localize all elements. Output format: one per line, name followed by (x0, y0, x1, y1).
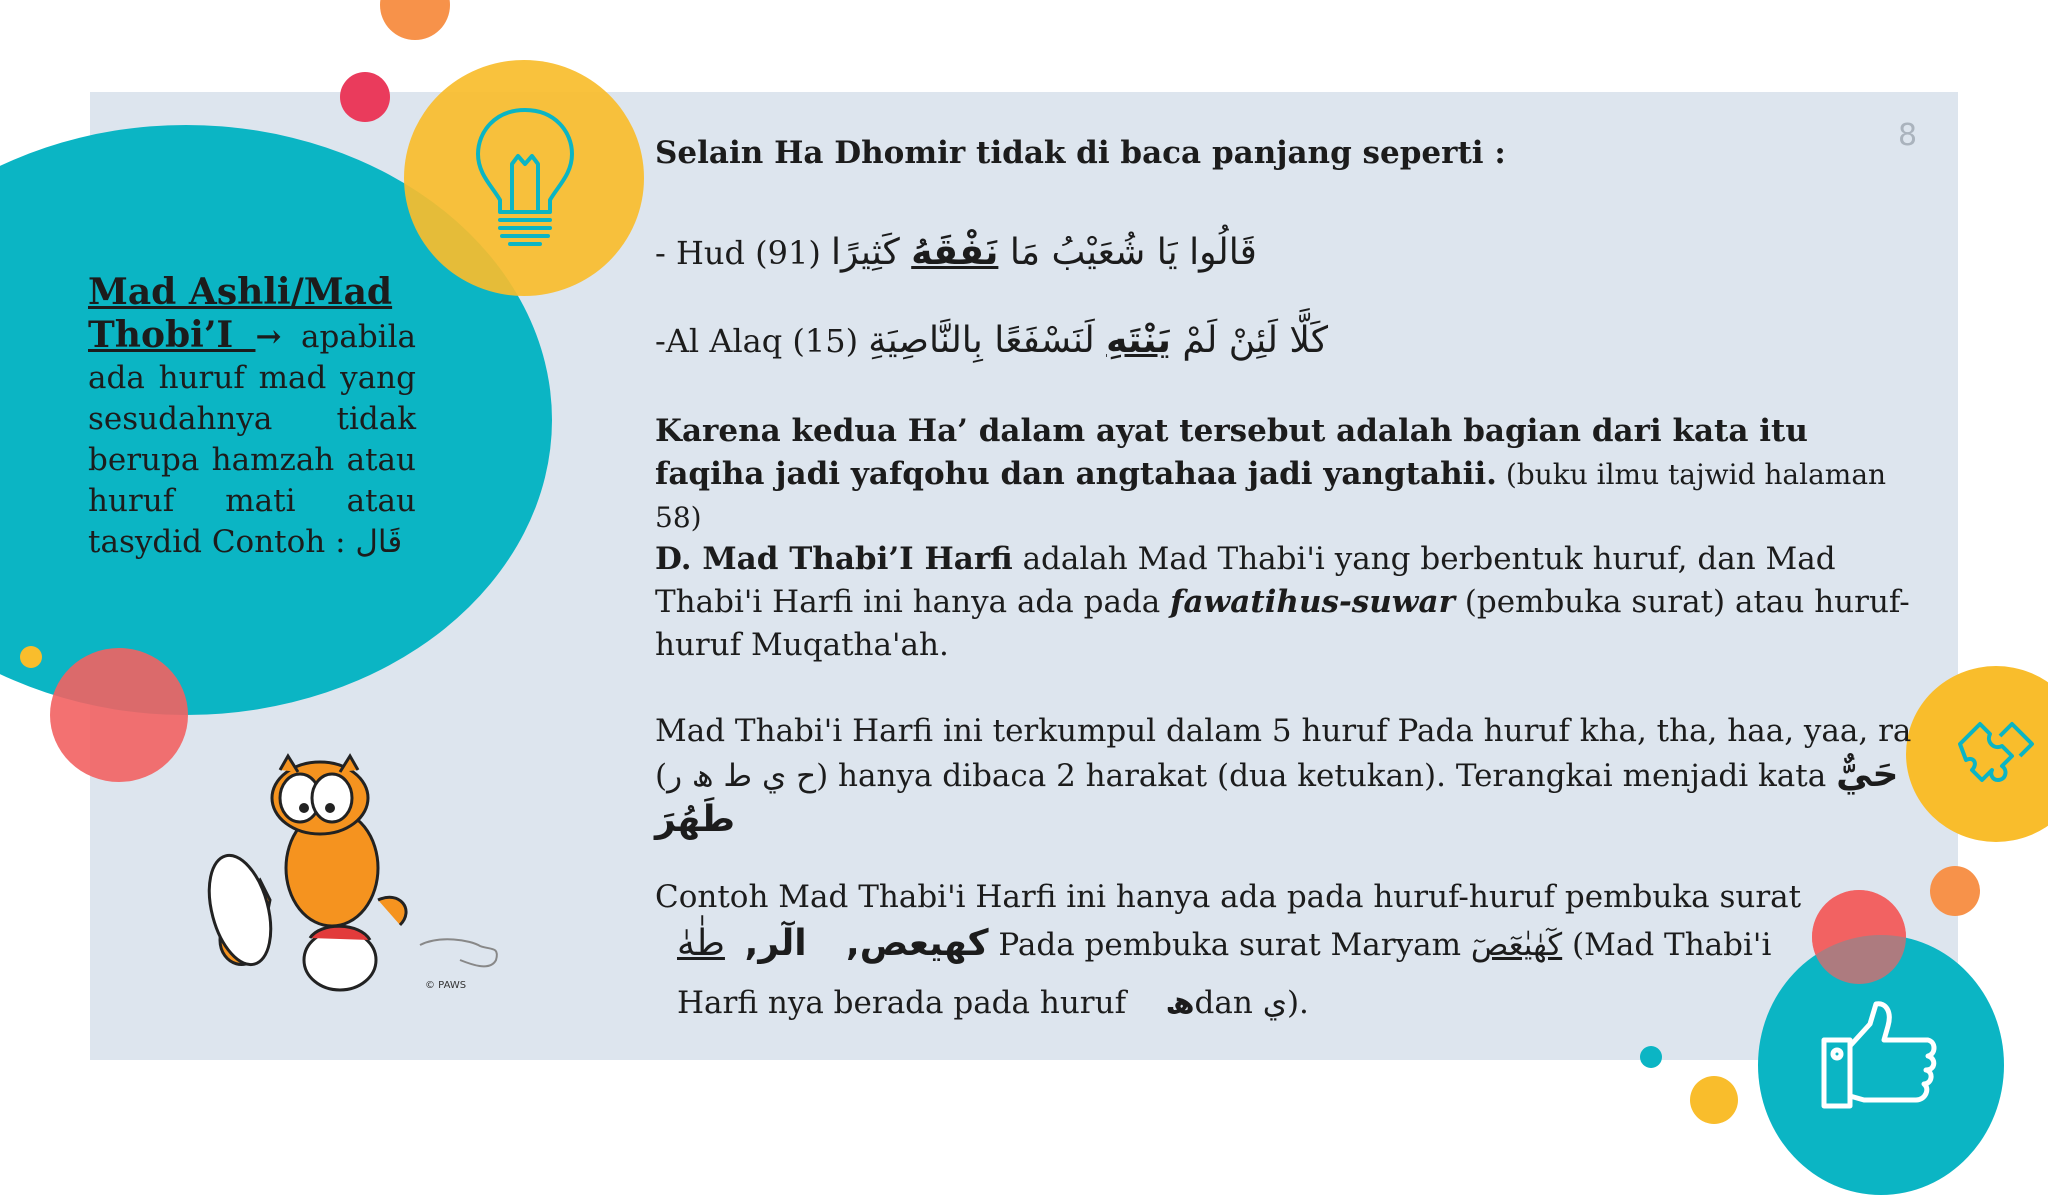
example-text2: (Mad Thabi'i (1562, 927, 1772, 963)
section-d-text2: (pembuka surat) atau huruf-huruf Muqatha'ah. (655, 584, 1910, 663)
example-line3-text2: dan (1194, 985, 1263, 1021)
decor-circle-pink (340, 72, 390, 122)
verse-hud-arabic-after: كَثِيرًا (831, 232, 912, 273)
example-letter-ha: ھ (1165, 985, 1195, 1021)
verse-alaq-arabic-after: لَنَسْفَعًا بِالنَّاصِيَةِ (868, 320, 1107, 361)
example-kaf-ha-ya-ain-shad: كهيعص, (846, 923, 989, 964)
verse-alaq-arabic-underlined: يَنْتَهِ (1106, 320, 1171, 361)
verse-alaq-arabic (868, 320, 1328, 361)
section-d-italic: fawatihus-suwar (1170, 584, 1455, 620)
puzzle-icon (1950, 714, 2040, 798)
sidebar-term-line1: Mad Ashli/Mad (88, 271, 393, 313)
example-line3-text1: Harfi nya berada pada huruf (677, 985, 1136, 1021)
example-line3-text3: ). (1286, 985, 1309, 1021)
decor-circle-yellow-dot (1690, 1076, 1738, 1124)
section-d-paragraph (655, 538, 1915, 667)
example-maryam-arabic: كٓهٰيٰعٓصٓ (1470, 927, 1563, 963)
example-line2 (677, 922, 1917, 967)
decor-circle-coral-left (50, 648, 188, 782)
decor-circle-yellow-small (20, 646, 42, 668)
lightbulb-icon (470, 104, 580, 254)
verse-hud-dash: - (655, 234, 676, 272)
arrow-icon: → (255, 319, 282, 355)
harfi-arabic-letters: ح ي ط ھ ر (667, 758, 817, 794)
example-text1: Pada pembuka surat Maryam (988, 927, 1471, 963)
section-d-text1: adalah Mad Thabi'i yang berbentuk huruf, dan Mad Thabi'i Harfi ini hanya ada pada (655, 541, 1836, 620)
example-line3 (677, 982, 1917, 1025)
sidebar-definition (88, 272, 416, 563)
explanation-bold: Karena kedua Ha’ dalam ayat tersebut adalah bagian dari kata itu faqiha jadi yafqohu dan angtahaa jadi yangtahii. (655, 413, 1808, 492)
example-line1: Contoh Mad Thabi'i Harfi ini hanya ada pada huruf-huruf pembuka surat (655, 879, 1802, 915)
verse-hud-arabic (831, 232, 1257, 273)
example-tha-ha: طٰهٰ (677, 923, 725, 964)
harfi-letters-paragraph (655, 710, 1915, 843)
garfield-illustration (200, 750, 510, 1000)
example-alif-lam-ra: الٓر, (744, 923, 807, 964)
intro-text: Selain Ha Dhomir tidak di baca panjang seperti : (655, 135, 1506, 171)
verse-alaq-dash: - (655, 322, 666, 360)
decor-circle-teal-dot (1640, 1046, 1662, 1068)
verse-hud (655, 228, 1915, 278)
example-letter-ya: ي (1262, 985, 1287, 1021)
verse-hud-label: Hud (91) (675, 234, 832, 272)
page-number: 8 (1898, 118, 1918, 153)
harfi-text2: ) hanya dibaca 2 harakat (dua ketukan). Terangkai menjadi kata (816, 758, 1837, 794)
svg-text:© PAWS: © PAWS (425, 980, 467, 991)
decor-circle-orange-right (1930, 866, 1980, 916)
verse-alaq-label: Al Alaq (15) (665, 322, 869, 360)
sidebar-description: apabila ada huruf mad yang sesudahnya tidak berupa hamzah atau huruf mati atau tasydid Contoh : (88, 319, 416, 560)
explanation-paragraph (655, 410, 1915, 539)
explanation-reference: (buku ilmu tajwid halaman 58) (655, 458, 1887, 534)
sidebar-example-arabic: قَال (355, 524, 403, 560)
sidebar-term-line2: Thobi’I (88, 314, 256, 356)
harfi-text1: Mad Thabi'i Harfi ini terkumpul dalam 5 huruf Pada huruf kha, tha, haa, yaa, ra ( (655, 713, 1912, 794)
verse-hud-arabic-underlined: نَفْقَهُ (911, 232, 999, 273)
decor-circle-orange-top (380, 0, 450, 40)
section-d-heading: D. Mad Thabi’I Harfi (655, 541, 1013, 577)
harfi-arabic-word: حَيٌّ طَهُرَ (655, 754, 1899, 840)
verse-hud-arabic-before: قَالُوا يَا شُعَيْبُ مَا (998, 232, 1257, 273)
verse-alaq (655, 316, 1915, 366)
verse-alaq-arabic-before: كَلَّا لَئِنْ لَمْ (1170, 320, 1329, 361)
